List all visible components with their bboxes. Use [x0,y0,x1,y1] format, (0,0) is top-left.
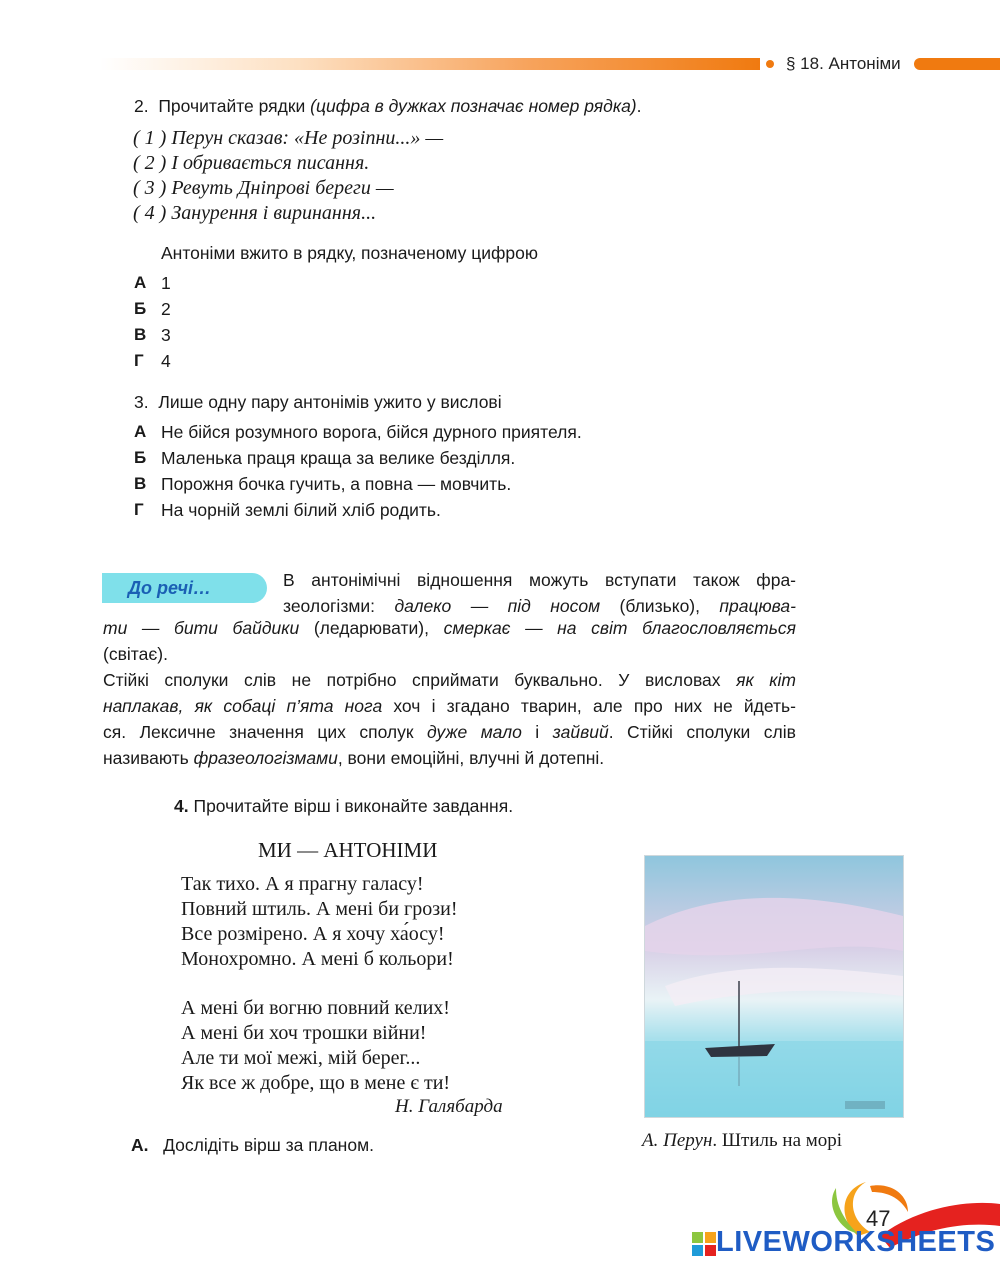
task4-prompt [174,793,513,819]
option-letter: Г [134,351,144,370]
option-letter: Г [134,500,144,519]
task2-line-1: ( 1 ) Перун сказав: «Не розіпни...» — [133,127,444,149]
task2-option-b[interactable] [0,299,1000,325]
task3-option-a[interactable] [0,422,1000,448]
liveworksheets-logo-icon [692,1232,716,1256]
task2-prompt-text: Прочитайте рядки [158,96,306,116]
task2-options [0,273,1000,383]
note-text: , вони емоційні, влучні й дотепні. [337,748,605,768]
note-text: (близько), [600,596,720,616]
option-text: Порожня бочка гучить, а повна — мовчить. [161,474,512,494]
task3-option-d[interactable] [0,500,1000,526]
note-text: ся. Лексичне значення цих сполук [103,722,428,742]
task3-number: 3. [134,392,149,412]
task2-line-4: ( 4 ) Занурення і виринання... [133,202,377,224]
poem-title: МИ — АНТОНІМИ [258,838,438,862]
option-letter: Б [134,448,147,467]
option-text: 2 [161,299,171,319]
note-p2-line-1 [103,667,796,693]
note-line-1: В антонімічні відношення можуть вступати також фра- [283,570,796,590]
note-phrase: зайвий [552,722,609,742]
task4-number: 4. [174,796,189,816]
option-letter: В [134,474,147,493]
note-text: хоч і згадано тварин, але про них не йдеть- [382,696,796,716]
section-title: § 18. Антоніми [786,54,901,73]
option-letter: В [134,325,147,344]
task2-option-c[interactable] [0,325,1000,351]
note-text: (ледарювати), [299,618,444,638]
note-p2-line-3 [103,719,796,745]
note-phrase: як кіт [736,670,796,690]
poem-stanza-1 [181,872,458,972]
poem-line: А мені би вогню повний келих! [181,997,450,1019]
note-line-3 [103,615,796,641]
poem-line: Як все ж добре, що в мене є ти! [181,1072,451,1094]
task3-options [0,422,1000,532]
option-text: Маленька праця краща за велике безділля. [161,448,516,468]
task2-line-2: ( 2 ) І обривається писання. [133,152,370,174]
poem-stanza-2 [181,996,450,1096]
option-text: 1 [161,273,171,293]
note-phrase: далеко — під носом [394,596,601,616]
caption-author: А. Перун [642,1130,713,1151]
poem-line: А мені би хоч трошки війни! [181,1022,427,1044]
task4-sub-a [131,1132,374,1158]
header-gradient-bar [100,58,760,70]
note-phrase: дуже мало [427,722,522,742]
task3-prompt [134,389,502,415]
note-tag-label: До речі… [128,578,212,598]
note-phrase: фразеологізмами [193,748,338,768]
task3-option-b[interactable] [0,448,1000,474]
poem-line: Повний штиль. А мені би грози! [181,898,458,920]
task2-prompt-end: . [636,96,642,116]
task2-option-a[interactable] [0,273,1000,299]
sailboat-painting [645,856,903,1117]
task2-prompt [134,93,642,119]
task3-option-c[interactable] [0,474,1000,500]
note-p2-line-2 [103,693,796,719]
note-paragraph-body [103,615,796,771]
task2-lines [133,126,443,226]
painting-caption [642,1130,842,1152]
poem-line: Все розмірено. А я хочу ха́осу! [181,923,445,945]
option-letter: А [134,422,147,441]
note-text: зеологізми: [283,596,395,616]
task2-option-d[interactable] [0,351,1000,377]
option-text: 4 [161,351,171,371]
task2-line-3: ( 3 ) Ревуть Дніпрові береги — [133,177,394,199]
sub-a-letter: А. [131,1135,149,1155]
task3-question: Лише одну пару антонімів ужито у вислові [158,392,502,412]
note-text: і [521,722,553,742]
task2-number: 2. [134,96,149,116]
option-text: 3 [161,325,171,345]
option-letter: А [134,273,147,292]
note-paragraph-1-top [283,567,796,619]
note-p2-line-4 [103,745,796,771]
task2-prompt-note: (цифра в дужках позначає номер рядка) [310,96,637,116]
note-line-4: (світає). [103,644,168,664]
header-tab-decoration [914,58,1000,70]
painting-image [644,855,904,1118]
header-bullet-icon [766,60,774,68]
poem-line: Так тихо. А я прагну галасу! [181,873,424,895]
poem-line: Але ти мої межі, мій берег... [181,1047,421,1069]
caption-title: . Штиль на морі [712,1130,843,1151]
liveworksheets-watermark: LIVEWORKSHEETS [716,1226,996,1258]
page-number: 47 [866,1206,891,1231]
note-phrase: наплакав, як собаці п’ята нога [103,696,383,716]
poem-author: Н. Галябарда [395,1096,503,1117]
option-letter: Б [134,299,147,318]
note-text: Стійкі сполуки слів не потрібно сприймати буквально. У висловах [103,670,737,690]
note-phrase: ти — бити байдики [103,618,300,638]
option-text: На чорній землі білий хліб родить. [161,500,441,520]
task2-question: Антоніми вжито в рядку, позначеному цифрою [161,243,538,263]
note-text: називають [103,748,194,768]
poem-line: Монохромно. А мені б кольори! [181,948,454,970]
note-phrase: працюва- [719,596,796,616]
task4-prompt-text: Прочитайте вірш і виконайте завдання. [193,796,514,816]
note-phrase: смеркає — на світ благословляється [443,618,797,638]
option-text: Не бійся розумного ворога, бійся дурного приятеля. [161,422,582,442]
note-text: . Стійкі сполуки слів [608,722,796,742]
sub-a-text: Дослідіть вірш за планом. [163,1135,374,1155]
